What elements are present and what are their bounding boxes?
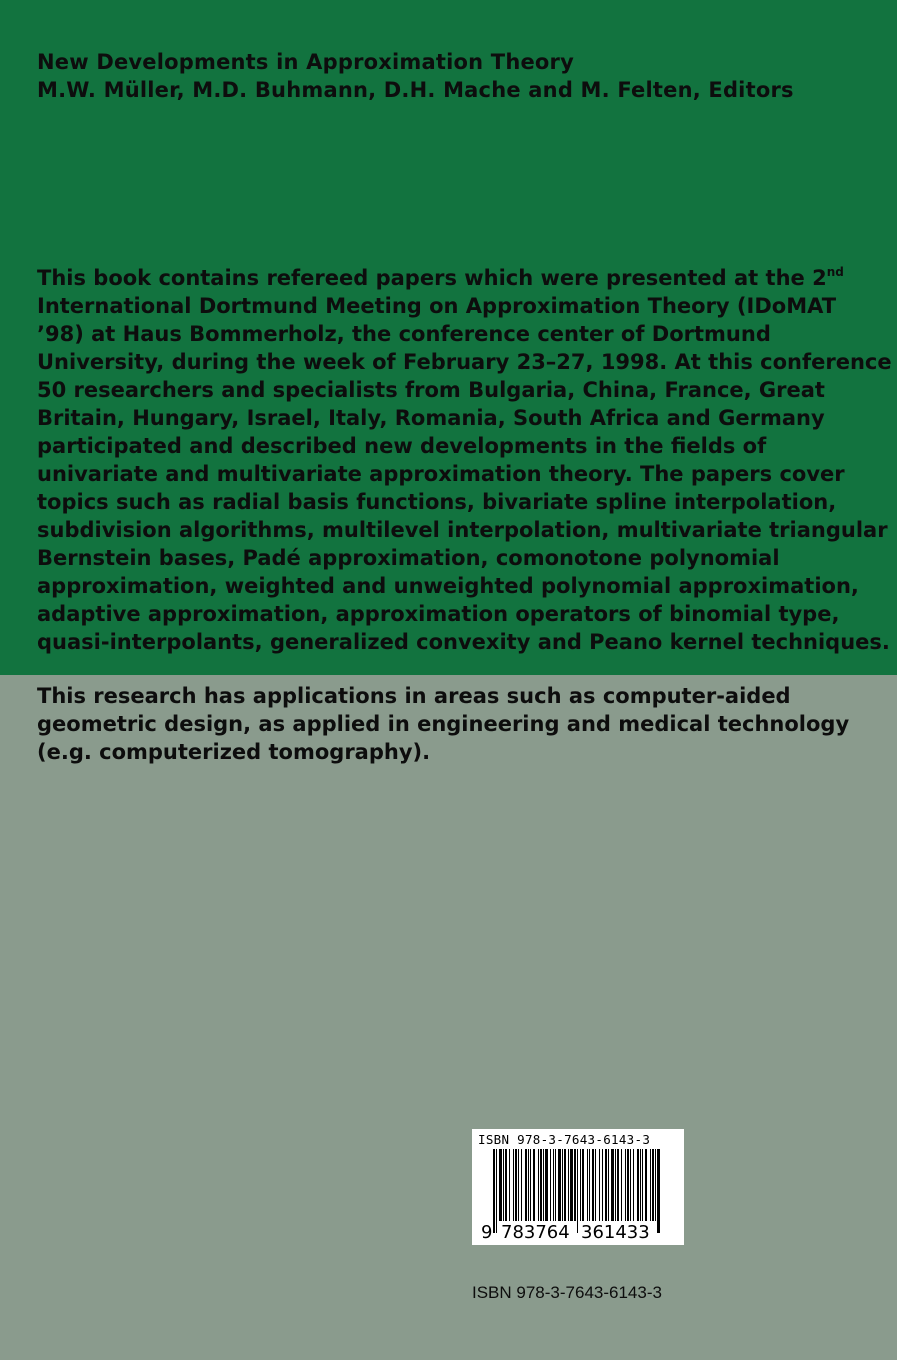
barcode-bar bbox=[580, 1149, 581, 1221]
barcode-bar bbox=[530, 1149, 531, 1221]
barcode-bar bbox=[592, 1149, 594, 1221]
barcode-bar bbox=[617, 1149, 619, 1221]
barcode-bar bbox=[657, 1149, 660, 1233]
barcode-bar bbox=[637, 1149, 639, 1221]
barcode-digit-group1: 783764 bbox=[501, 1222, 570, 1243]
applications-paragraph bbox=[37, 682, 887, 766]
description-line: adaptive approximation, approximation operators of binomial type, bbox=[37, 602, 840, 626]
barcode-bar bbox=[521, 1149, 522, 1221]
barcode-bar bbox=[589, 1149, 590, 1221]
barcode-bar bbox=[513, 1149, 514, 1221]
barcode-bar bbox=[625, 1149, 626, 1221]
barcode-bar bbox=[627, 1149, 629, 1221]
barcode-bar bbox=[615, 1149, 616, 1221]
description-line bbox=[37, 264, 887, 292]
barcode-bar bbox=[605, 1149, 607, 1221]
applications-line: (e.g. computerized tomography). bbox=[37, 740, 431, 764]
barcode-bar bbox=[599, 1149, 600, 1221]
description-line: participated and described new developments in the fields of bbox=[37, 434, 767, 458]
barcode-bar bbox=[642, 1149, 643, 1221]
barcode-bar bbox=[540, 1149, 542, 1221]
barcode-bar bbox=[568, 1149, 569, 1221]
barcode-bar bbox=[550, 1149, 551, 1221]
barcode-bar bbox=[602, 1149, 603, 1221]
description-line: quasi-interpolants, generalized convexity and Peano kernel techniques. bbox=[37, 630, 890, 654]
barcode-bar bbox=[608, 1149, 609, 1221]
barcode-bar bbox=[630, 1149, 631, 1221]
barcode-bar bbox=[645, 1149, 647, 1221]
barcode-bar bbox=[555, 1149, 556, 1221]
barcode-bar bbox=[595, 1149, 596, 1221]
isbn-barcode bbox=[472, 1129, 684, 1245]
barcode-bar bbox=[570, 1149, 573, 1221]
barcode-bar bbox=[564, 1149, 566, 1221]
book-description bbox=[37, 264, 892, 656]
barcode-bar bbox=[533, 1149, 535, 1221]
barcode-isbn-label: ISBN 978-3-7643-6143-3 bbox=[478, 1132, 651, 1147]
barcode-digit-first: 9 bbox=[481, 1222, 493, 1243]
description-line: 50 researchers and specialists from Bulgaria, China, France, Great bbox=[37, 378, 825, 402]
description-line: University, during the week of February 23–27, 1998. At this conference bbox=[37, 350, 892, 374]
barcode-bar bbox=[509, 1149, 510, 1221]
footer-isbn: ISBN 978-3-7643-6143-3 bbox=[472, 1283, 662, 1302]
barcode-bar bbox=[528, 1149, 529, 1221]
barcode-bar bbox=[640, 1149, 641, 1221]
barcode-bar bbox=[496, 1149, 497, 1233]
book-title: New Developments in Approximation Theory bbox=[37, 50, 574, 74]
barcode-bar bbox=[499, 1149, 502, 1221]
barcode-bar bbox=[553, 1149, 554, 1221]
barcode-bar bbox=[650, 1149, 651, 1221]
description-line: topics such as radial basis functions, bivariate spline interpolation, bbox=[37, 490, 837, 514]
barcode-bar bbox=[655, 1149, 656, 1221]
barcode-bar bbox=[633, 1149, 634, 1221]
ordinal-suffix: nd bbox=[826, 265, 844, 279]
description-line: Britain, Hungary, Israel, Italy, Romania, South Africa and Germany bbox=[37, 406, 825, 430]
description-line: Bernstein bases, Padé approximation, comonotone polynomial bbox=[37, 546, 780, 570]
description-line: subdivision algorithms, multilevel interpolation, multivariate triangular bbox=[37, 518, 888, 542]
barcode-bar bbox=[652, 1149, 654, 1221]
barcode-bar bbox=[582, 1149, 584, 1221]
applications-line: This research has applications in areas such as computer-aided bbox=[37, 684, 791, 708]
book-header bbox=[37, 48, 794, 104]
barcode-bar bbox=[503, 1149, 504, 1221]
barcode-bar bbox=[543, 1149, 544, 1221]
description-line: ’98) at Haus Bommerholz, the conference center of Dortmund bbox=[37, 322, 771, 346]
barcode-bar bbox=[505, 1149, 507, 1221]
barcode-bar bbox=[493, 1149, 495, 1233]
barcode-digit-group2: 361433 bbox=[581, 1222, 650, 1243]
barcode-bar bbox=[611, 1149, 614, 1221]
barcode-bar bbox=[562, 1149, 563, 1221]
description-line: univariate and multivariate approximation theory. The papers cover bbox=[37, 462, 845, 486]
barcode-bar bbox=[587, 1149, 588, 1221]
book-editors: M.W. Müller, M.D. Buhmann, D.H. Mache and M. Felten, Editors bbox=[37, 78, 794, 102]
barcode-bar bbox=[545, 1149, 548, 1221]
description-line: International Dortmund Meeting on Approximation Theory (IDoMAT bbox=[37, 294, 837, 318]
barcode-bar bbox=[518, 1149, 519, 1221]
barcode-bar bbox=[515, 1149, 517, 1221]
barcode-bar bbox=[558, 1149, 561, 1221]
cover-gray-band bbox=[0, 675, 897, 1360]
barcode-bar bbox=[621, 1149, 622, 1221]
applications-line: geometric design, as applied in engineering and medical technology bbox=[37, 712, 850, 736]
barcode-bar bbox=[525, 1149, 527, 1221]
description-line: approximation, weighted and unweighted polynomial approximation, bbox=[37, 574, 859, 598]
barcode-bar bbox=[574, 1149, 576, 1221]
description-line-text: This book contains refereed papers which were presented at the 2 bbox=[37, 266, 827, 290]
barcode-bar bbox=[538, 1149, 539, 1221]
barcode-bar bbox=[577, 1149, 578, 1233]
